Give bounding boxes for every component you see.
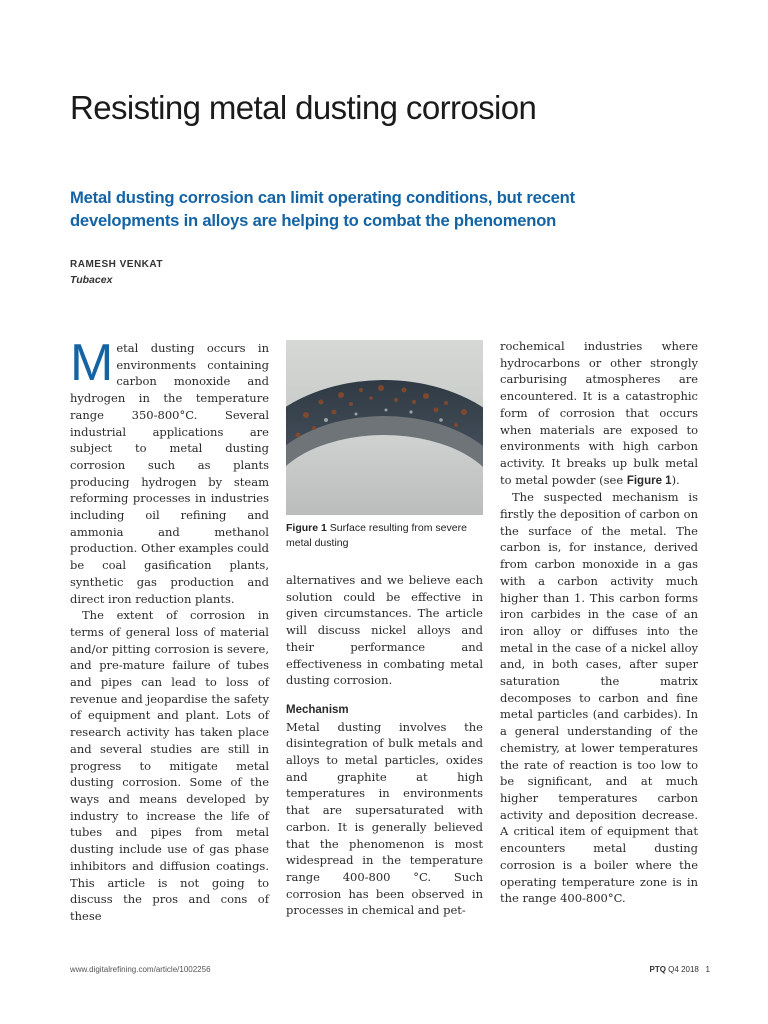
drop-cap: M	[70, 334, 114, 392]
figure-caption-text: Surface resulting from severe metal dusting	[286, 522, 467, 549]
footer-url-link[interactable]: www.digitalrefining.com/article/1002256	[70, 965, 211, 974]
article-title: Resisting metal dusting corrosion	[70, 89, 537, 126]
issue-label: Q4 2018	[668, 965, 699, 974]
paragraph-text: etal dusting occurs in environments containing carbon monoxide and hydrogen in the temperature range 350-800°C. Several industrial applications are subject to metal dusting corrosion such as plants producing hydrogen by steam reforming processes in industries including oil refining and ammonia and methanol production. Other examples could be coal gasification plants, synthetic gas production and direct iron reduction plants.	[70, 341, 269, 606]
footer-publication	[649, 965, 710, 974]
body-column-3	[500, 338, 698, 907]
body-paragraph: Metal dusting involves the disintegration of bulk metals and alloys to metal particles, oxides and graphite at high temperatures in environments that are supersaturated with carbon. It is generally believed that the phenomenon is most widespread in the temperature range 400-800 °C. Such corrosion has been observed in processes in chemical and pet-	[286, 719, 483, 918]
section-heading-mechanism: Mechanism	[286, 703, 349, 716]
figure-reference-link[interactable]: Figure 1	[626, 474, 672, 487]
paragraph-text: rochemical industries where hydrocarbons or other strongly carburising atmospheres are encountered. It is a catastrophic form of corrosion that occurs when materials are exposed to environments with high carbon activity. It breaks up bulk metal to metal powder (see	[500, 339, 698, 487]
body-paragraph: alternatives and we believe each solution could be effective in given circumstances. The article will discuss nickel alloys and their performance and effectiveness in combating metal dusting corrosion.	[286, 573, 483, 688]
body-column-2	[286, 572, 483, 919]
body-paragraph	[500, 338, 698, 489]
paragraph-text: ).	[671, 472, 680, 487]
corroded-pipe-image	[286, 340, 483, 515]
figure-label: Figure 1	[286, 522, 327, 534]
author-name: RAMESH VENKAT	[70, 259, 163, 270]
author-affiliation: Tubacex	[70, 274, 113, 286]
publication-name: PTQ	[649, 965, 666, 974]
body-paragraph: The suspected mechanism is firstly the deposition of carbon on the surface of the metal. The carbon is, for instance, derived from carbon monoxide in a gas with a carbon activity much higher than 1. This carbon forms iron carbides in the case of an iron alloy or diffuses into the metal in the case of a nickel alloy and, in both cases, after super saturation the matrix decomposes to carbon and fine metal particles (and carbides). In a general understanding of the chemistry, at lower temperatures the rate of reaction is too low to be significant, and at much higher temperatures carbon activity and deposition decrease. A critical item of equipment that encounters metal dusting corrosion is a boiler where the operating temperature zone is in the range 400-800°C.	[500, 490, 698, 906]
page-number: 1	[705, 965, 710, 974]
body-paragraph: The extent of corrosion in terms of general loss of material and/or pitting corrosion is severe, and pre-mature failure of tubes and pipes can lead to loss of revenue and jeopardise the safety of equipment and plant. Lots of research activity has taken place and several studies are still in progress to mitigate metal dusting corrosion. Some of the ways and means developed by industry to increase the life of tubes and pipes from metal dusting include use of gas phase inhibitors and diffusion coatings. This article is not going to discuss the pros and cons of these	[70, 608, 269, 923]
figure-1-photo	[286, 340, 483, 515]
figure-1-caption	[286, 521, 486, 551]
body-column-1	[70, 334, 269, 925]
body-paragraph	[70, 334, 269, 607]
article-standfirst: Metal dusting corrosion can limit operating conditions, but recent developments in alloys are helping to combat the phenomenon	[70, 188, 575, 230]
